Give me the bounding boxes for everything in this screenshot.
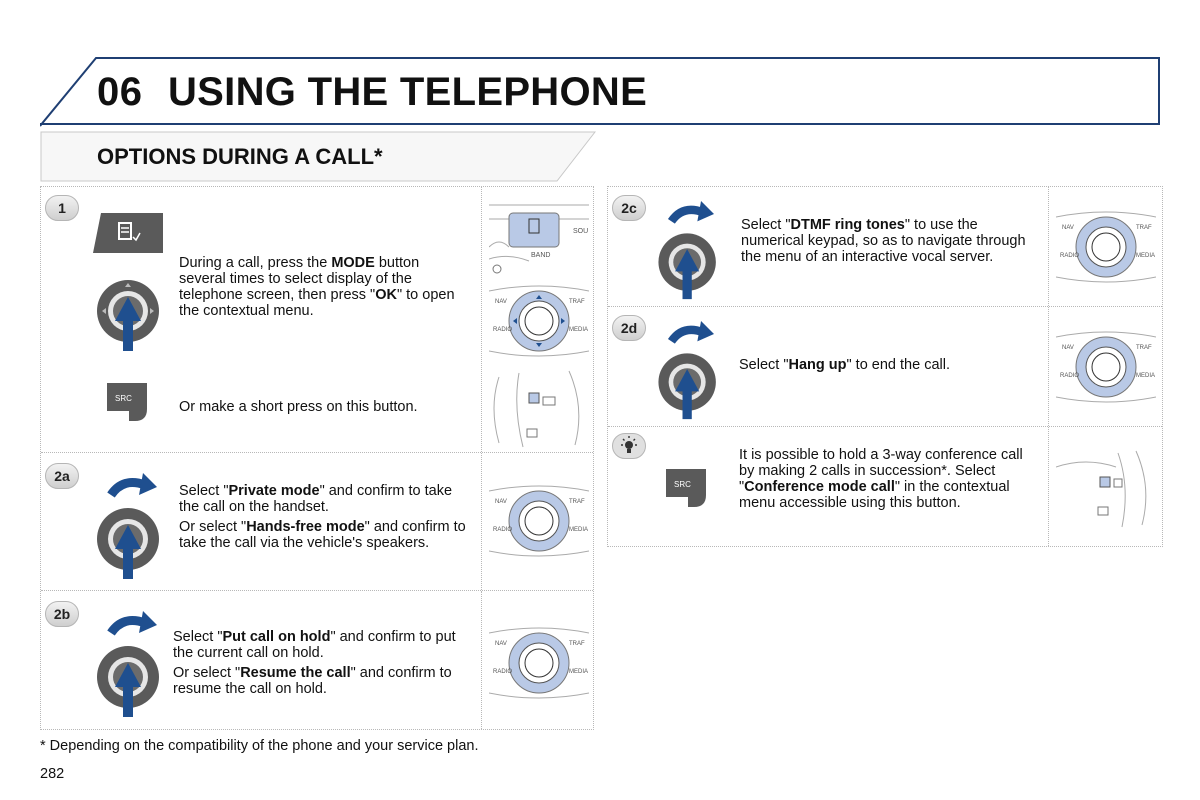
step-2a-row <box>41 453 593 591</box>
svg-text:RADIO: RADIO <box>493 527 513 533</box>
section-title: OPTIONS DURING A CALL* <box>97 144 383 169</box>
knob-panel-detail <box>1056 329 1156 405</box>
step-badge-2b: 2b <box>45 601 79 627</box>
steering-wheel-detail <box>1056 447 1156 529</box>
page-number: 282 <box>40 766 65 782</box>
rotate-knob-icon <box>93 473 167 581</box>
chapter-number: 06 <box>97 70 143 114</box>
svg-text:SRC: SRC <box>115 394 132 403</box>
knob-panel-detail <box>1056 209 1156 285</box>
rotate-knob-icon <box>652 201 726 301</box>
svg-text:SOU: SOU <box>573 228 589 235</box>
knob-panel-detail <box>489 625 589 701</box>
mode-button-icon <box>93 213 163 253</box>
step-2a-text: Select "Private mode" and confirm to take the call on the handset. Or select "Hands-free mode" and confirm to take the call via the vehicle's speakers. <box>179 483 466 551</box>
step-2b-row <box>41 591 593 729</box>
svg-text:MEDIA: MEDIA <box>569 527 589 533</box>
svg-text:NAV: NAV <box>495 499 507 505</box>
svg-text:MEDIA: MEDIA <box>1136 373 1156 379</box>
svg-text:NAV: NAV <box>1062 225 1074 231</box>
svg-text:NAV: NAV <box>495 641 507 647</box>
footnote: * Depending on the compatibility of the phone and your service plan. <box>40 738 479 754</box>
right-steps-panel <box>607 186 1163 547</box>
svg-text:SRC: SRC <box>674 480 691 489</box>
step-2c-row <box>608 187 1162 307</box>
svg-text:RADIO: RADIO <box>1060 373 1080 379</box>
chapter-title: USING THE TELEPHONE <box>168 70 648 114</box>
steering-wheel-detail <box>489 367 589 449</box>
step-badge-2c: 2c <box>612 195 646 221</box>
knob-panel-detail <box>489 283 589 359</box>
tip-lightbulb-icon <box>612 433 646 459</box>
step-badge-1: 1 <box>45 195 79 221</box>
dashboard-mode-detail <box>489 197 589 279</box>
left-steps-panel <box>40 186 594 730</box>
svg-text:RADIO: RADIO <box>493 669 513 675</box>
tip-row <box>608 427 1162 546</box>
src-button-icon <box>105 381 149 423</box>
svg-text:NAV: NAV <box>1062 345 1074 351</box>
svg-text:MEDIA: MEDIA <box>569 327 589 333</box>
step-2c-text: Select "DTMF ring tones" to use the numerical keypad, so as to navigate through the menu of an interactive vocal server. <box>741 217 1026 265</box>
knob-panel-detail <box>489 483 589 559</box>
svg-text:TRAF: TRAF <box>1136 345 1152 351</box>
step-badge-2d: 2d <box>612 315 646 341</box>
step-2d-row <box>608 307 1162 427</box>
step-1-text-alt: Or make a short press on this button. <box>179 399 418 415</box>
rotary-knob-icon <box>93 269 163 353</box>
tip-text: It is possible to hold a 3-way conference call by making 2 calls in succession*. Select "Conference mode call" in the contextual menu accessible using this button. <box>739 447 1023 511</box>
svg-text:RADIO: RADIO <box>493 327 513 333</box>
svg-text:TRAF: TRAF <box>569 299 585 305</box>
svg-text:NAV: NAV <box>495 299 507 305</box>
src-button-icon <box>664 467 708 509</box>
svg-text:MEDIA: MEDIA <box>569 669 589 675</box>
svg-text:BAND: BAND <box>531 252 551 259</box>
step-1-text: During a call, press the MODE button several times to select display of the telephone screen, then press "OK" to open the contextual menu. <box>179 255 455 319</box>
step-2b-text: Select "Put call on hold" and confirm to put the current call on hold. Or select "Resume the call" and confirm to resume the call on hold. <box>173 629 456 697</box>
rotate-knob-icon <box>93 611 167 719</box>
rotate-knob-icon <box>652 321 726 421</box>
svg-text:TRAF: TRAF <box>569 641 585 647</box>
svg-text:RADIO: RADIO <box>1060 253 1080 259</box>
step-badge-2a: 2a <box>45 463 79 489</box>
svg-text:MEDIA: MEDIA <box>1136 253 1156 259</box>
svg-text:TRAF: TRAF <box>1136 225 1152 231</box>
svg-text:TRAF: TRAF <box>569 499 585 505</box>
step-1-row <box>41 187 593 453</box>
step-2d-text: Select "Hang up" to end the call. <box>739 357 950 373</box>
